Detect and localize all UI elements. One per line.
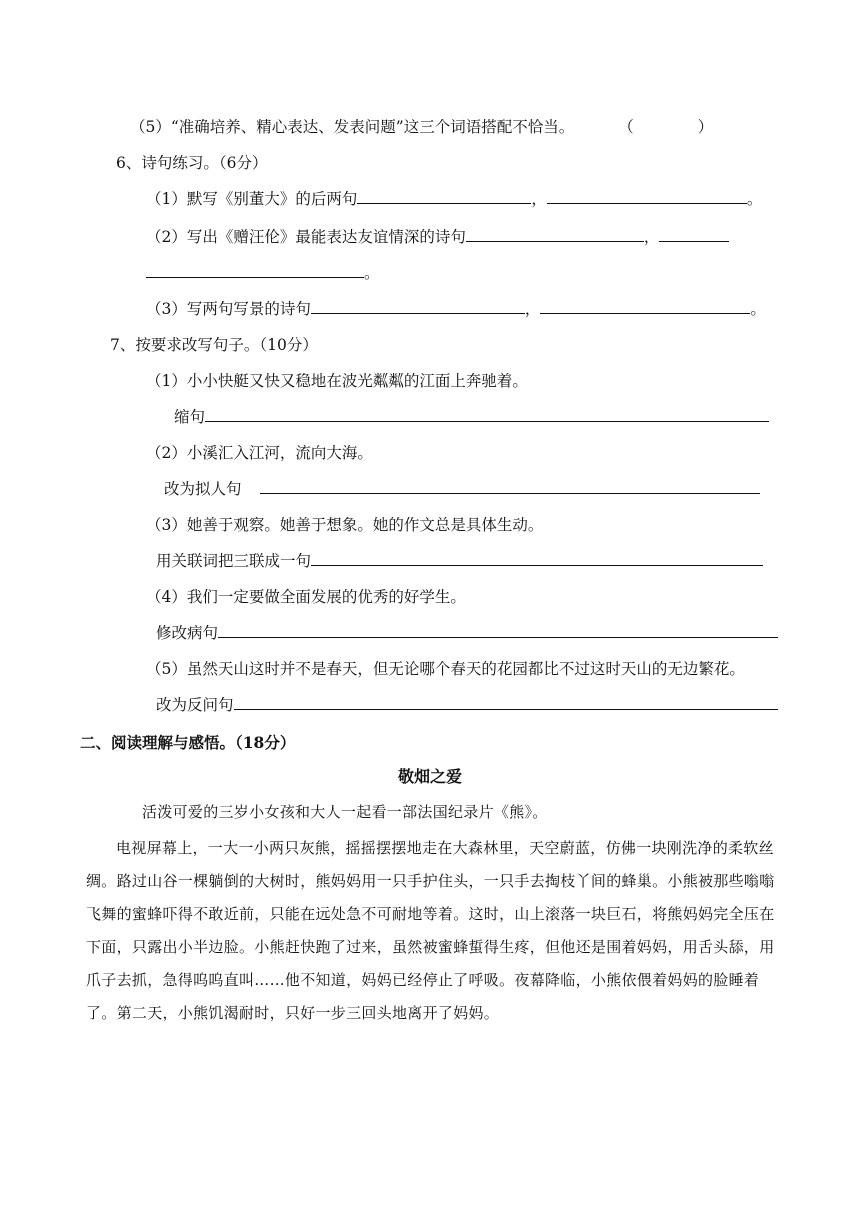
q6-item2-blank-b[interactable]: [659, 226, 729, 242]
q6-item1-blank-a[interactable]: [357, 188, 531, 204]
q7-item4-label: 修改病句: [156, 624, 219, 642]
q6-item3-blank-b[interactable]: [540, 298, 750, 314]
q6-heading: 6、诗句练习。（6分）: [116, 154, 268, 172]
q6-item3-line: [146, 298, 766, 320]
q7-item3-answer-line: [156, 550, 763, 572]
answer-paren-open: （: [618, 118, 634, 136]
q7-item5-answer-line: [156, 694, 778, 716]
q6-item2-line: [146, 226, 729, 248]
q7-item5-blank[interactable]: [234, 694, 778, 710]
q6-item3-prefix: （3）写两句写景的诗句: [146, 300, 311, 318]
q7-item2-label: 改为拟人句: [164, 480, 242, 498]
passage-para2-text: 电视屏幕上，一大一小两只灰熊，摇摇摆摆地走在大森林里，天空蔚蓝，仿佛一块刚洗净的柔软丝绸。路过山谷一棵躺倒的大树时，熊妈妈用一只手护住头，一只手去掏枝丫间的蜂巢。小熊被那些嗡嗡飞舞的蜜蜂吓得不敢近前，只能在远处急不可耐地等着。这时，山上滚落一块巨石，将熊妈妈完全压在下面，只露出小半边脸。小熊赶快跑了过来，虽然被蜜蜂蜇得生疼，但他还是围着妈妈，用舌头舔，用爪子去抓，急得呜呜直叫……他不知道，妈妈已经停止了呼吸。夜幕降临，小熊依偎着妈妈的脸睡着了。第二天，小熊饥渴耐时，只好一步三回头地离开了妈妈。: [86, 839, 775, 1022]
q6-item3-blank-a[interactable]: [311, 298, 525, 314]
comma: ，: [531, 190, 547, 208]
q7-item5: （5）虽然天山这时并不是春天，但无论哪个春天的花园都比不过这时天山的无边繁花。: [146, 660, 745, 678]
passage-para1-text: 活泼可爱的三岁小女孩和大人一起看一部法国纪录片《熊》。: [142, 803, 548, 821]
q6-item1-blank-b[interactable]: [547, 188, 747, 204]
q7-item5-label: 改为反问句: [156, 696, 234, 714]
q7-item2-blank[interactable]: [260, 478, 760, 494]
q7-item3-label: 用关联词把三联成一句: [156, 552, 312, 570]
passage-para2: [86, 832, 786, 1030]
comma: ，: [643, 228, 660, 246]
q7-item3-blank[interactable]: [311, 550, 763, 566]
q6-item2-prefix: （2）写出《赠汪伦》最能表达友谊情深的诗句: [146, 228, 466, 246]
period: 。: [364, 264, 380, 282]
q6-item1-line: [146, 188, 762, 210]
q7-item3: （3）她善于观察。她善于想象。她的作文总是具体生动。: [146, 516, 544, 534]
q6-item2-blank-a[interactable]: [466, 226, 644, 242]
q7-item1-answer-line: [174, 406, 769, 428]
q7-item1: （1）小小快艇又快又稳地在波光粼粼的江面上奔驰着。: [146, 372, 528, 390]
section2-heading: 二、阅读理解与感悟。（18分）: [80, 733, 296, 752]
period: 。: [750, 300, 766, 318]
q7-item2: （2）小溪汇入江河，流向大海。: [146, 444, 373, 462]
q7-item1-label: 缩句: [174, 408, 206, 426]
comma: ，: [524, 300, 541, 318]
q7-item4: （4）我们一定要做全面发展的优秀的好学生。: [146, 588, 466, 606]
period: 。: [746, 190, 763, 208]
q5-item5-text: （5）“准确培养、精心表达、发表问题”这三个词语搭配不恰当。: [130, 118, 575, 136]
q6-item2-blank-c[interactable]: [146, 262, 364, 278]
q7-item4-blank[interactable]: [218, 622, 778, 638]
answer-paren-close: ）: [697, 118, 714, 136]
q5-item5-line: [130, 116, 713, 138]
passage-para1: [86, 796, 786, 829]
q7-item4-answer-line: [156, 622, 778, 644]
q6-item2-cont-line: [146, 262, 380, 284]
q6-item1-prefix: （1）默写《别董大》的后两句: [146, 190, 358, 208]
passage-title: 敬畑之爱: [397, 767, 462, 786]
q7-heading: 7、按要求改写句子。（10分）: [110, 336, 318, 354]
q7-item1-blank[interactable]: [205, 406, 769, 422]
q7-item2-answer-line: [164, 478, 760, 500]
